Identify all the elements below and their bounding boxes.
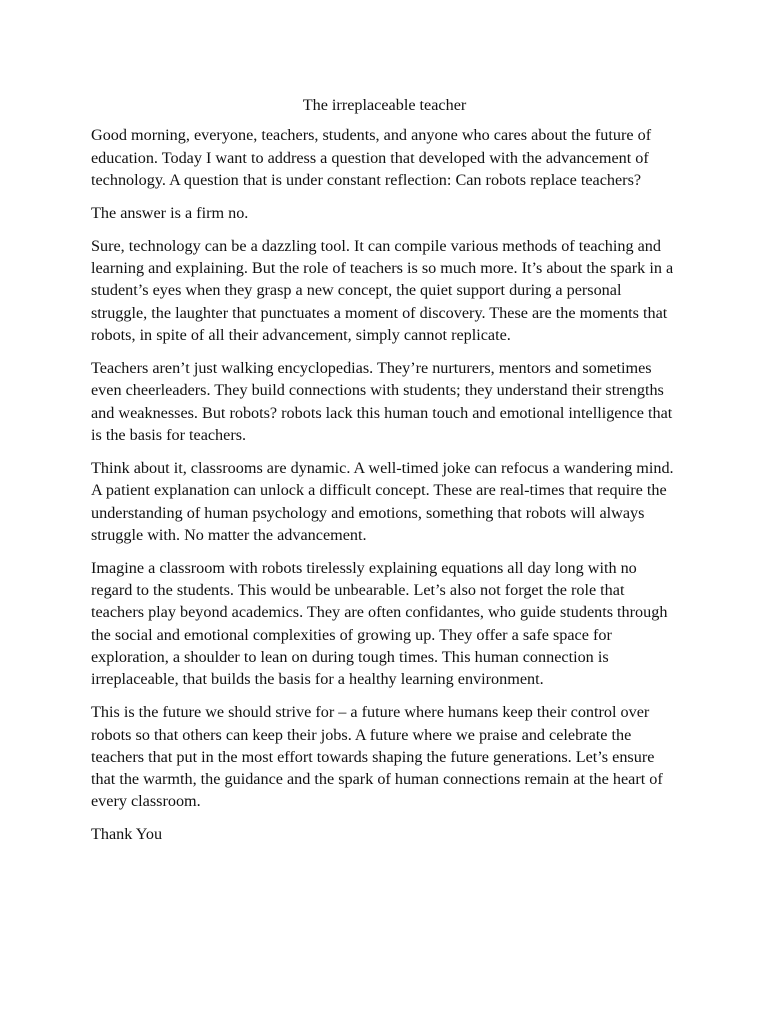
paragraph-closing: Thank You bbox=[91, 825, 163, 844]
paragraph-imagine: Imagine a classroom with robots tirelessly explaining equations all day long with no regard to the students. This would be unbearable. Let’s also not forget the role that teachers play beyond academics. They are often confidantes, who guide students through the social and emotional complexities of growing up. They offer a safe space for exploration, a shoulder to lean on during tough times. This human connection is irreplaceable, that builds the basis for a healthy learning environment. bbox=[91, 558, 668, 689]
document-title: The irreplaceable teacher bbox=[302, 96, 467, 114]
paragraph-answer: The answer is a firm no. bbox=[91, 203, 249, 222]
paragraph-future: This is the future we should strive for – a future where humans keep their control over robots so that others can keep their jobs. A future where we praise and celebrate the teachers that put in the most effort towards shaping the future generations. Let’s ensure that the warmth, the guidance and the spark of human connections remain at the heart of every classroom. bbox=[91, 703, 663, 811]
paragraph-intro: Good morning, everyone, teachers, students, and anyone who cares about the future of education. Today I want to address a question that developed with the advancement of technology. A question that is under constant reflection: Can robots replace teachers? bbox=[91, 126, 652, 189]
paragraph-technology: Sure, technology can be a dazzling tool. It can compile various methods of teaching and learning and explaining. But the role of teachers is so much more. It’s about the spark in a student’s eyes when they grasp a new concept, the quiet support during a personal struggle, the laughter that punctuates a moment of discovery. These are the moments that robots, in spite of all their advancement, simply cannot replicate. bbox=[91, 236, 674, 345]
paragraph-teachers-role: Teachers aren’t just walking encyclopedias. They’re nurturers, mentors and sometimes even cheerleaders. They build connections with students; they understand their strengths and weaknesses. But robots? robots lack this human touch and emotional intelligence that is the basis for teachers. bbox=[91, 359, 673, 444]
paragraph-classrooms: Think about it, classrooms are dynamic. A well-timed joke can refocus a wandering mind. A patient explanation can unlock a difficult concept. These are real-times that require the understanding of human psychology and emotions, something that robots will always struggle with. No matter the advancement. bbox=[91, 458, 674, 544]
